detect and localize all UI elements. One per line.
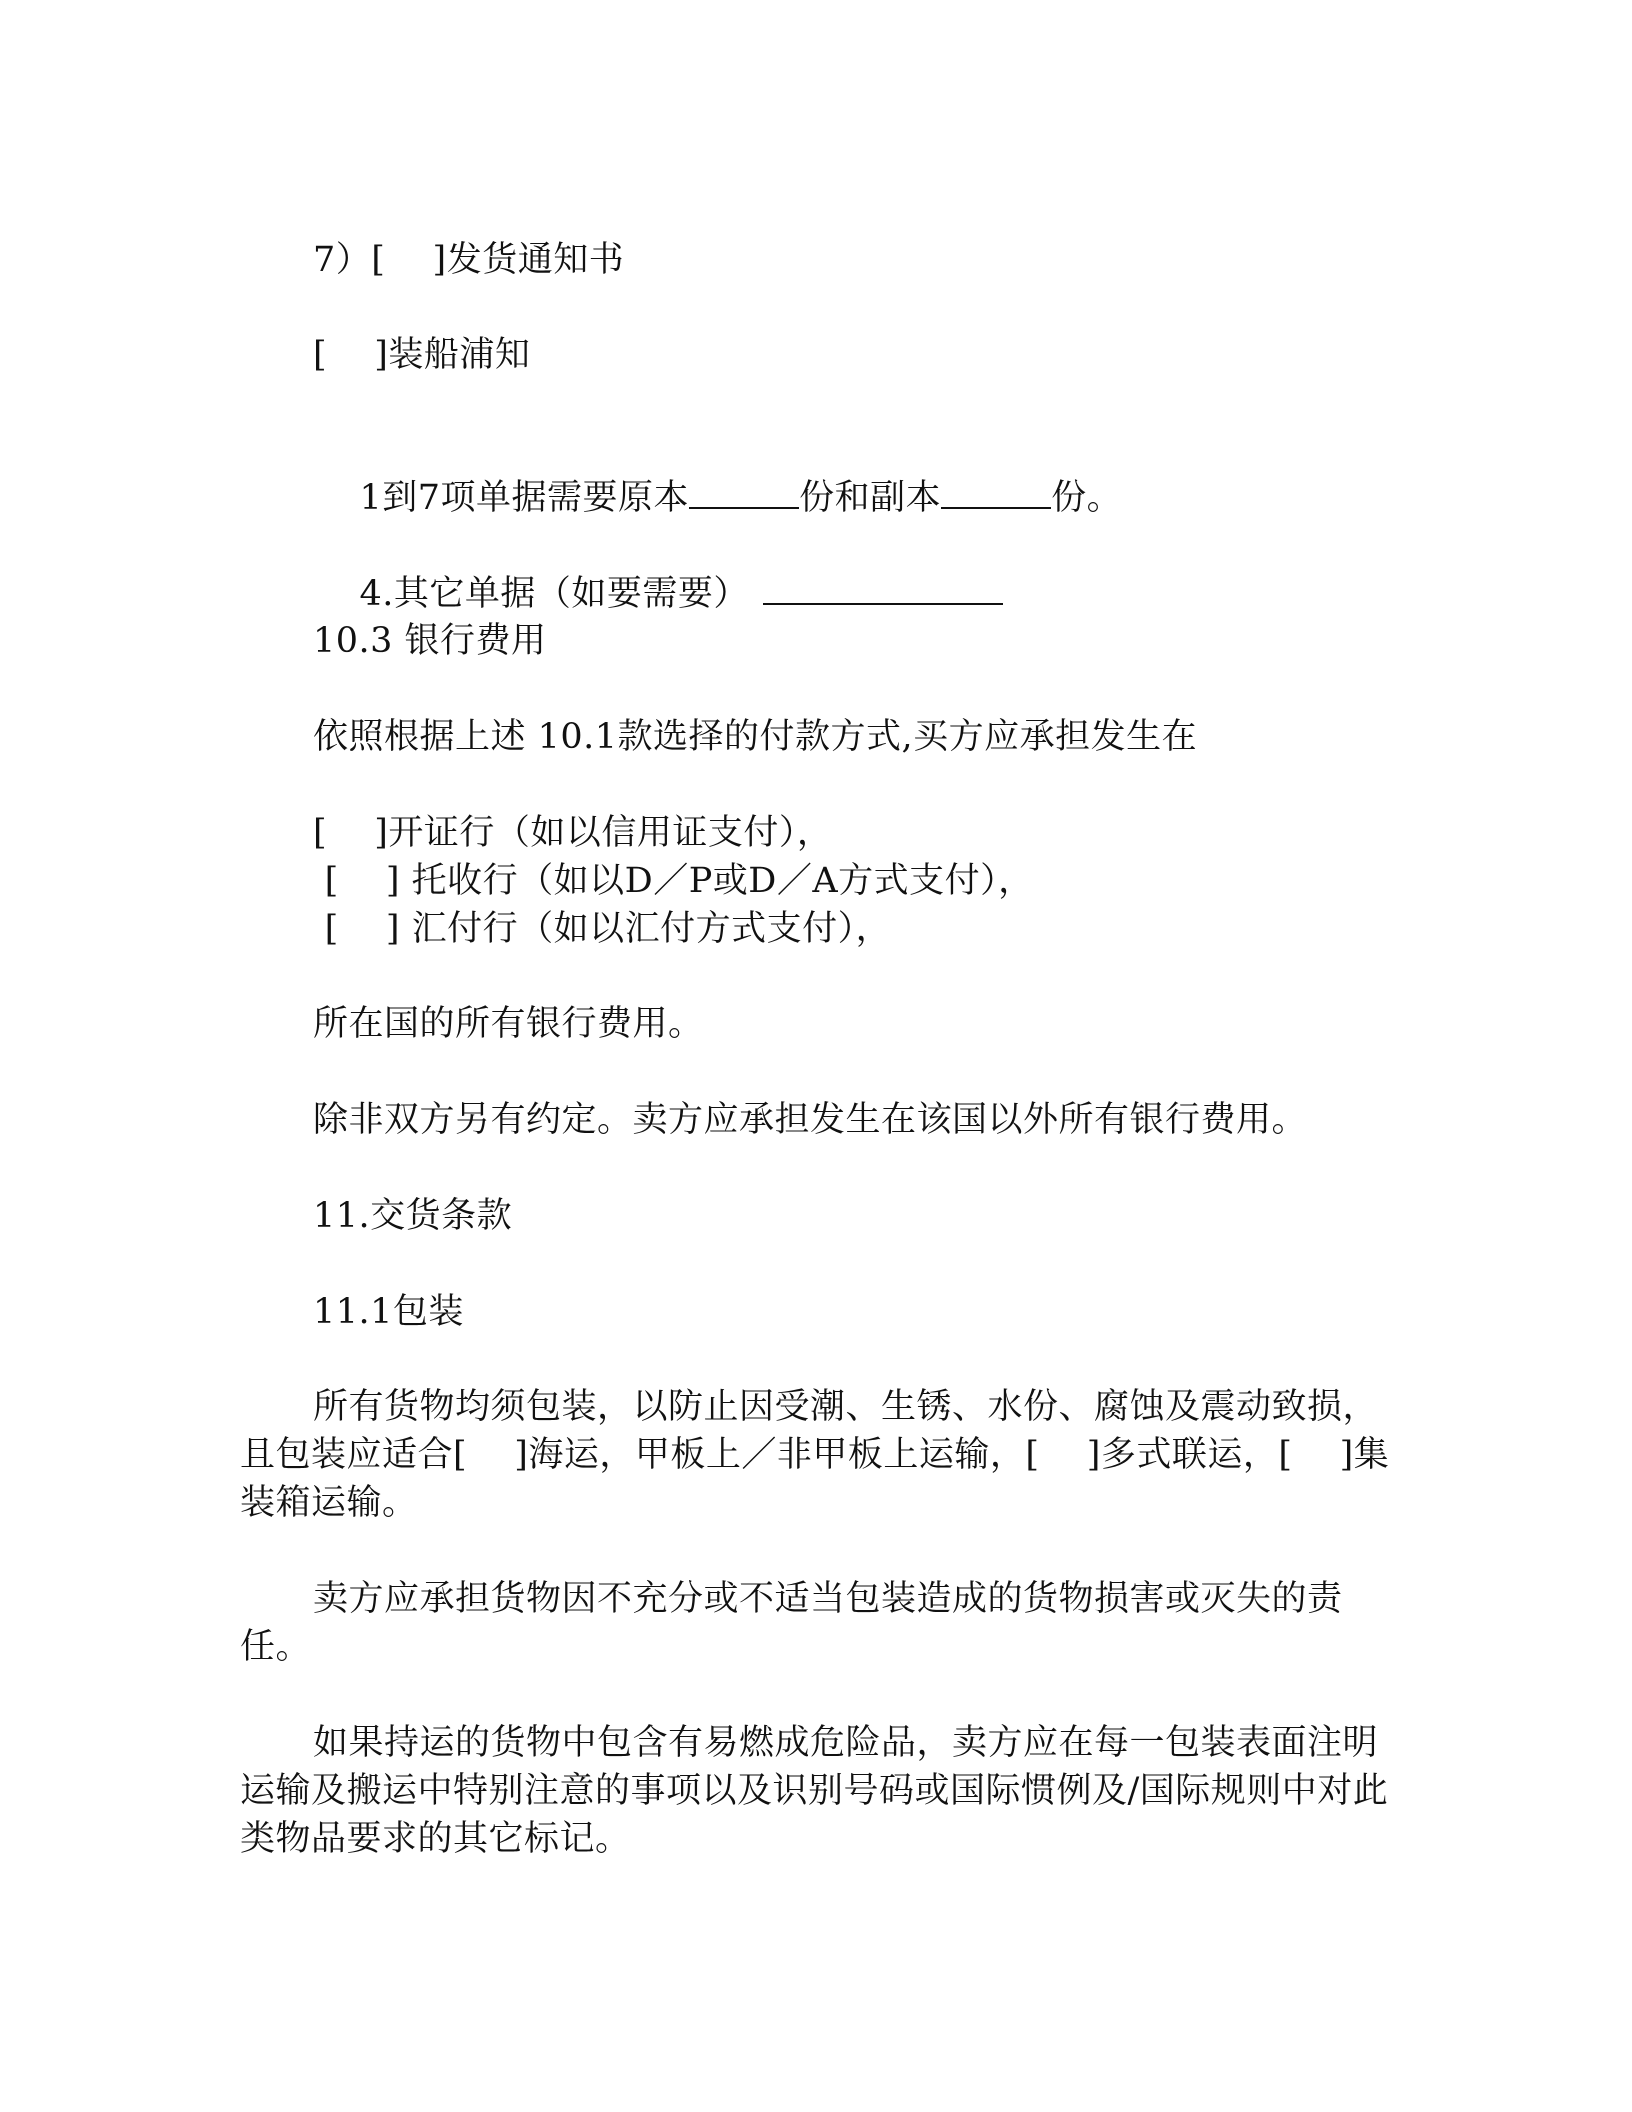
other-documents-label: 4.其它单据（如要需要） [359,574,749,614]
dangerous-goods-paragraph: 如果持运的货物中包含有易燃成危险品，卖方应在每一包装表面注明运输及搬运中特别注意的事项以及识别号码或国际惯例及/国际规则中对此类物品要求的其它标记。 [240,1723,1389,1859]
item-7-delivery-notice: 7）[ ]发货通知书 [313,240,625,280]
option-issuing-bank: [ ]开证行（如以信用证支付）， [313,813,833,853]
option-collecting-bank: [ ] 托收行（如以D／P或D／A方式支付）， [313,861,1034,901]
packing-heading: 11.1包装 [313,1292,464,1332]
bank-fees-intro: 依照根据上述 10.1款选择的付款方式,买方应承担发生在 [313,717,1198,757]
option-remitting-bank: [ ] 汇付行（如以汇付方式支付）， [313,909,892,949]
packing-liability-paragraph: 卖方应承担货物因不充分或不适当包装造成的货物损害或灭失的责任。 [240,1579,1343,1667]
shipping-notice-line: [ ]装船浦知 [313,335,531,375]
packing-requirement-paragraph: 所有货物均须包装，以防止因受潮、生锈、水份、腐蚀及震动致损，且包装应适合[ ]海运，甲板上／非甲板上运输，[ ]多式联运，[ ]集装箱运输。 [240,1387,1390,1523]
originals-blank[interactable] [689,477,799,509]
copies-text-post: 份。 [1051,478,1123,518]
duplicates-blank[interactable] [941,477,1051,509]
copies-text-pre: 1到7项单据需要原本 [359,478,690,518]
bank-fees-heading: 10.3 银行费用 [313,621,547,661]
delivery-terms-heading: 11.交货条款 [313,1196,513,1236]
copies-text-mid: 份和副本 [799,478,942,518]
other-documents-blank[interactable] [763,573,1003,605]
seller-bank-fees-line: 除非双方另有约定。卖方应承担发生在该国以外所有银行费用。 [313,1100,1308,1140]
all-bank-fees-line: 所在国的所有银行费用。 [313,1004,704,1044]
